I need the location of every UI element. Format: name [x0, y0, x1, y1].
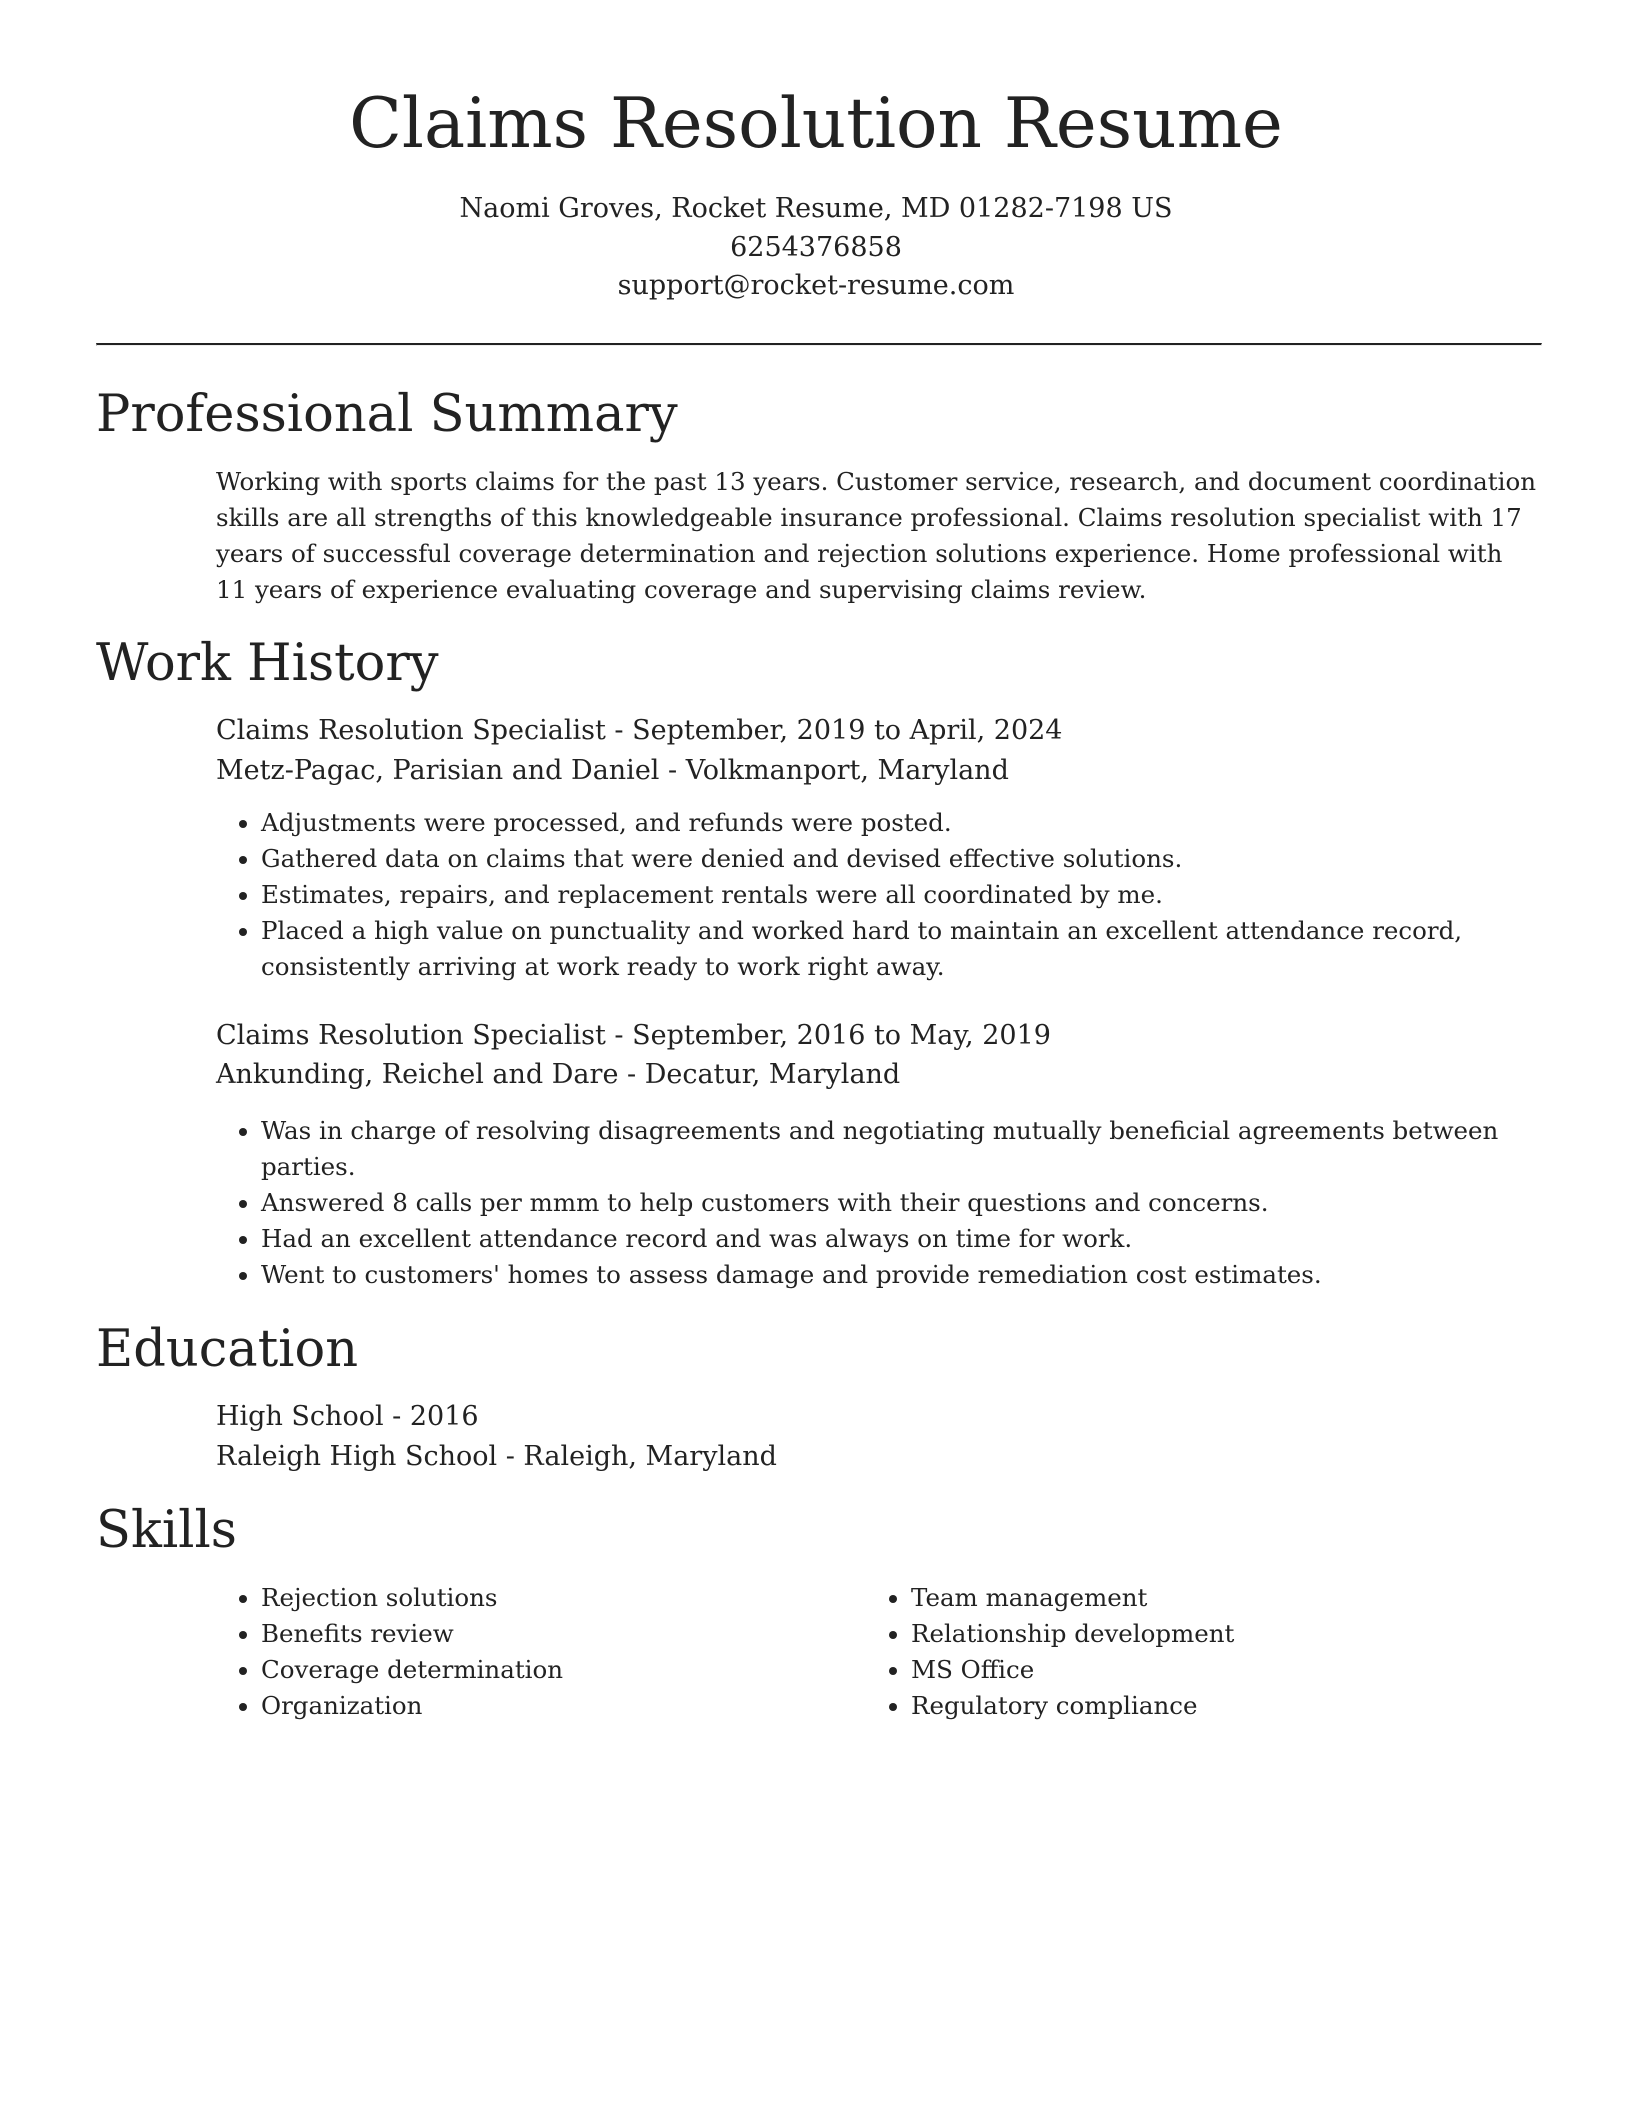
job-1-bullets: [216, 805, 1521, 985]
job-1-bullet: • Placed a high value on punctuality and worked hard to maintain an excellent attendance record, consistently arriving at work ready to work right away.: [261, 913, 1521, 985]
skill-item: • Relationship development: [911, 1616, 1471, 1652]
job-2-bullet: • Had an excellent attendance record and was always on time for work.: [261, 1221, 1521, 1257]
job-1-title: Claims Resolution Specialist: [216, 715, 606, 746]
job-1-bullet: • Estimates, repairs, and replacement rentals were all coordinated by me.: [261, 877, 1521, 913]
skill-item: • Team management: [911, 1580, 1471, 1616]
job-2-title: Claims Resolution Specialist: [216, 1020, 606, 1051]
job-1-bullet: • Gathered data on claims that were denied and devised effective solutions.: [261, 841, 1521, 877]
skill-item: • Rejection solutions: [261, 1580, 821, 1616]
job-2-dates: - September, 2016 to May, 2019: [605, 1020, 1051, 1051]
job-1-bullet: • Adjustments were processed, and refunds were posted.: [261, 805, 1521, 841]
job-2-location: - Decatur, Maryland: [618, 1059, 901, 1090]
job-1-dates: - September, 2019 to April, 2024: [605, 715, 1063, 746]
job-2-bullet: • Was in charge of resolving disagreements and negotiating mutually beneficial agreements between parties.: [261, 1113, 1521, 1185]
skills-heading: Skills: [96, 1501, 237, 1560]
summary-text: Working with sports claims for the past 13 years. Customer service, research, and document coordination skills are all strengths of this knowledgeable insurance professional. Claims resolution specialist with 17 years of successful coverage determination and rejection solutions experience. Home professional with 11 years of experience evaluating coverage and supervising claims review.: [216, 467, 1536, 604]
contact-phone: 6254376858: [730, 232, 902, 263]
skill-item: • MS Office: [911, 1652, 1471, 1688]
summary-heading: Professional Summary: [96, 385, 678, 444]
resume-title: Claims Resolution Resume: [349, 84, 1283, 164]
job-1-company: Metz-Pagac, Parisian and Daniel: [216, 755, 660, 786]
work-history-heading: Work History: [96, 634, 439, 693]
education-degree-line: [216, 1398, 479, 1436]
skill-item: • Coverage determination: [261, 1652, 821, 1688]
education-school: Raleigh High School: [216, 1441, 498, 1472]
education-location: - Raleigh, Maryland: [497, 1441, 777, 1472]
skill-item: • Benefits review: [261, 1616, 821, 1652]
job-2-bullets: [216, 1113, 1521, 1293]
skills-list-left: [216, 1580, 821, 1724]
job-1-title-line: [216, 712, 1062, 750]
job-2-bullet: • Went to customers' homes to assess damage and provide remediation cost estimates.: [261, 1257, 1521, 1293]
contact-email: support@rocket-resume.com: [617, 270, 1015, 301]
job-1-location: - Volkmanport, Maryland: [659, 755, 1009, 786]
skill-item: • Regulatory compliance: [911, 1688, 1471, 1724]
job-2-bullet: • Answered 8 calls per mmm to help customers with their questions and concerns.: [261, 1185, 1521, 1221]
job-2-company-line: [216, 1056, 900, 1094]
contact-address: Naomi Groves, Rocket Resume, MD 01282-7198 US: [459, 193, 1173, 224]
job-2-title-line: [216, 1017, 1051, 1055]
job-2-company: Ankunding, Reichel and Dare: [216, 1059, 619, 1090]
education-year: - 2016: [383, 1401, 479, 1432]
header-divider: [96, 343, 1542, 346]
job-1-company-line: [216, 752, 1009, 790]
education-school-line: [216, 1438, 777, 1476]
skill-item: • Organization: [261, 1688, 821, 1724]
education-degree: High School: [216, 1401, 384, 1432]
skills-list-right: [866, 1580, 1471, 1724]
education-heading: Education: [96, 1320, 359, 1379]
